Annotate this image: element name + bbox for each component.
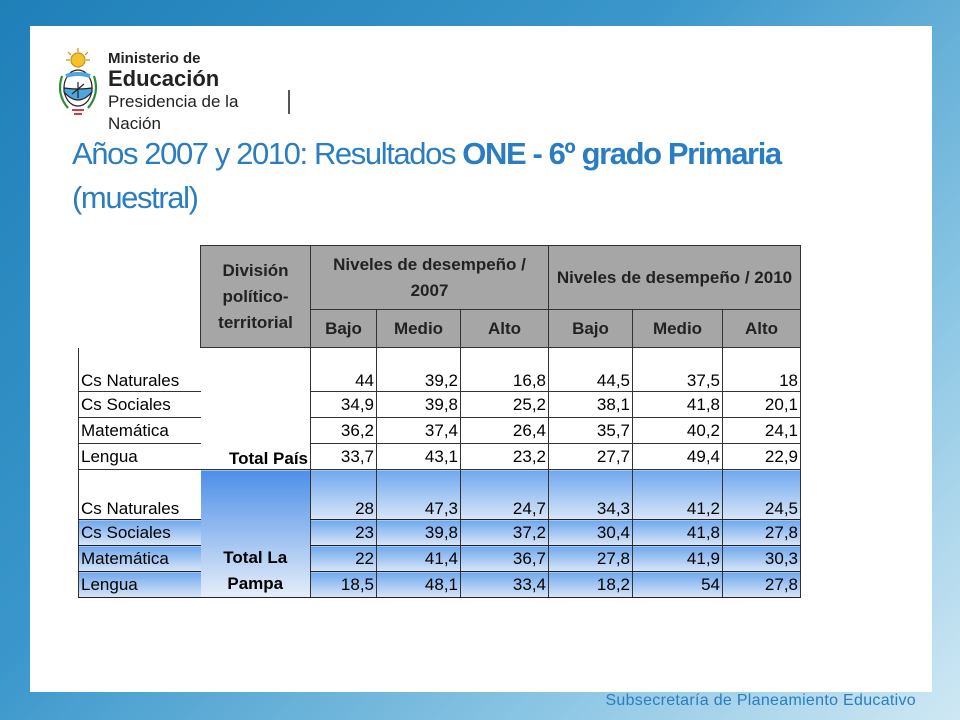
value-cell: 24,5 (723, 470, 801, 520)
value-cell: 47,3 (377, 470, 461, 520)
blank-cell (79, 310, 201, 348)
value-cell: 43,1 (377, 444, 461, 470)
table-row (79, 520, 801, 546)
value-cell: 20,1 (723, 392, 801, 418)
title-part2: ONE - 6º grado Primaria (462, 136, 781, 171)
title-part3: (muestral) (72, 180, 198, 215)
value-cell: 36,7 (461, 546, 549, 572)
subject-cell: Matemática (79, 546, 201, 572)
value-cell: 37,2 (461, 520, 549, 546)
value-cell: 33,4 (461, 572, 549, 598)
results-table (78, 245, 801, 598)
value-cell: 44 (311, 348, 377, 392)
subject-cell: Cs Sociales (79, 392, 201, 418)
level-header: Bajo (311, 310, 377, 348)
value-cell: 48,1 (377, 572, 461, 598)
level-header: Medio (633, 310, 723, 348)
header-region: División político-territorial (201, 246, 311, 348)
value-cell: 18 (723, 348, 801, 392)
value-cell: 39,2 (377, 348, 461, 392)
level-header: Medio (377, 310, 461, 348)
subject-cell: Cs Sociales (79, 520, 201, 546)
table-row (79, 444, 801, 470)
value-cell: 41,8 (633, 392, 723, 418)
value-cell: 39,8 (377, 392, 461, 418)
header-2007: Niveles de desempeño / 2007 (311, 246, 549, 310)
value-cell: 49,4 (633, 444, 723, 470)
value-cell: 22,9 (723, 444, 801, 470)
value-cell: 24,1 (723, 418, 801, 444)
header-row-1 (79, 246, 801, 310)
value-cell: 38,1 (549, 392, 633, 418)
value-cell: 33,7 (311, 444, 377, 470)
header-row-2 (79, 310, 801, 348)
value-cell: 41,4 (377, 546, 461, 572)
value-cell: 34,3 (549, 470, 633, 520)
logo-line2: Educación (108, 66, 220, 91)
value-cell: 22 (311, 546, 377, 572)
logo-divider (288, 90, 290, 114)
value-cell: 25,2 (461, 392, 549, 418)
region-cell: Total La Pampa (201, 470, 311, 598)
value-cell: 34,9 (311, 392, 377, 418)
level-header: Bajo (549, 310, 633, 348)
value-cell: 30,3 (723, 546, 801, 572)
value-cell: 23 (311, 520, 377, 546)
value-cell: 26,4 (461, 418, 549, 444)
slide (30, 26, 932, 692)
table-row (79, 392, 801, 418)
value-cell: 37,4 (377, 418, 461, 444)
level-header: Alto (723, 310, 801, 348)
table-row (79, 418, 801, 444)
value-cell: 27,8 (723, 520, 801, 546)
header-2010: Niveles de desempeño / 2010 (549, 246, 801, 310)
value-cell: 27,7 (549, 444, 633, 470)
value-cell: 54 (633, 572, 723, 598)
level-header: Alto (461, 310, 549, 348)
value-cell: 18,5 (311, 572, 377, 598)
subject-cell: Lengua (79, 572, 201, 598)
table-row (79, 572, 801, 598)
footer-text: Subsecretaría de Planeamiento Educativo (605, 692, 916, 709)
logo-text (108, 50, 294, 135)
logo-line3: Presidencia de la Nación (108, 92, 239, 133)
value-cell: 28 (311, 470, 377, 520)
value-cell: 40,2 (633, 418, 723, 444)
blank-cell (79, 246, 201, 310)
value-cell: 44,5 (549, 348, 633, 392)
value-cell: 27,8 (549, 546, 633, 572)
value-cell: 36,2 (311, 418, 377, 444)
table-row (79, 348, 801, 392)
value-cell: 18,2 (549, 572, 633, 598)
ministry-logo (54, 46, 294, 133)
value-cell: 41,8 (633, 520, 723, 546)
table-row (79, 546, 801, 572)
value-cell: 39,8 (377, 520, 461, 546)
subject-cell: Cs Naturales (79, 470, 201, 520)
title-part1: Años 2007 y 2010: Resultados (72, 136, 463, 171)
value-cell: 16,8 (461, 348, 549, 392)
value-cell: 37,5 (633, 348, 723, 392)
value-cell: 24,7 (461, 470, 549, 520)
region-cell: Total País (201, 348, 311, 470)
value-cell: 35,7 (549, 418, 633, 444)
coat-of-arms-icon (54, 46, 102, 126)
logo-line1: Ministerio de (108, 50, 201, 67)
subject-cell: Matemática (79, 418, 201, 444)
value-cell: 41,9 (633, 546, 723, 572)
subject-cell: Lengua (79, 444, 201, 470)
value-cell: 41,2 (633, 470, 723, 520)
value-cell: 30,4 (549, 520, 633, 546)
slide-title (72, 132, 852, 220)
table-row (79, 470, 801, 520)
value-cell: 23,2 (461, 444, 549, 470)
subject-cell: Cs Naturales (79, 348, 201, 392)
value-cell: 27,8 (723, 572, 801, 598)
